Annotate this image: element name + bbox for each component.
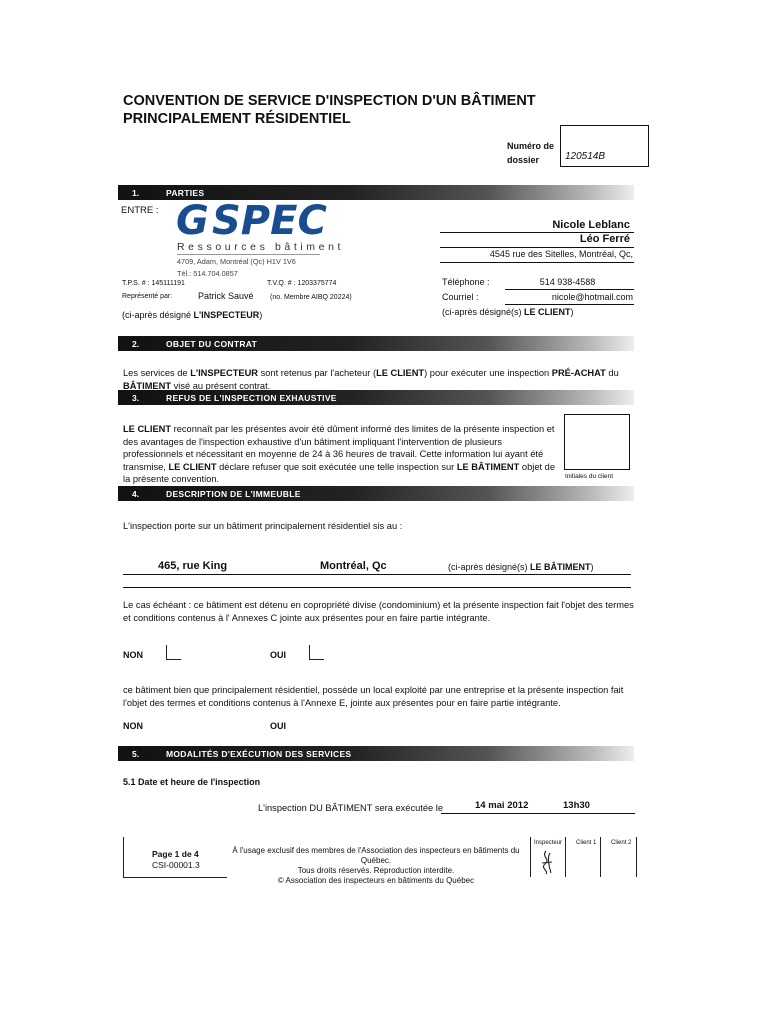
section-label: MODALITÉS D'EXÉCUTION DES SERVICES [166, 749, 352, 759]
local-non-label: NON [123, 721, 143, 731]
sig-client2-label: Client 2 [611, 840, 632, 846]
refus-paragraph [123, 423, 555, 486]
text: objet de la présente convention. [123, 461, 555, 484]
section-label: OBJET DU CONTRAT [166, 339, 258, 349]
copro-non-label: NON [123, 650, 143, 660]
membre-number: (no. Membre AIBQ 20224) [270, 294, 352, 301]
subsection-5-1: 5.1 Date et heure de l'inspection [123, 777, 261, 787]
designation-suffix: ) [259, 310, 263, 320]
section-3-header [118, 390, 634, 405]
text: reconnaît par les présentes avoir été dûment informé des limites de la présente inspection et des avantages de l'inspection exhaustive d'un bâtiment impliquant l'intervention de plusieurs professionnels et nécessitant en moyenne de 24 à 36 heures de travail. Cette information lui ayant été transmise, [123, 424, 555, 472]
text: Les services de [123, 368, 191, 378]
address-line-2 [123, 587, 631, 588]
title-line-2: PRINCIPALEMENT RÉSIDENTIEL [123, 111, 351, 127]
copro-paragraph: Le cas échéant : ce bâtiment est détenu en copropriété divise (condominium) et la présente inspection fait l'objet des termes et conditions contenus à l' Annexes C jointe aux présentes pour en faire partie intégrante. [123, 600, 634, 623]
page-title [123, 92, 643, 128]
inspector-designation [122, 310, 262, 320]
client-names [440, 218, 630, 232]
text: sont retenus par l'acheteur ( [258, 368, 377, 378]
local-paragraph: ce bâtiment bien que principalement résidentiel, possède un local exploité par une entreprise et la présente inspection fait l'objet des termes et conditions contenus à l'Annexe E, jointe aux présentes pour en faire partie intégrante. [123, 685, 624, 708]
client-email-line [505, 304, 634, 305]
inspector-initials-signature [537, 849, 557, 875]
title-line-1: CONVENTION DE SERVICE D'INSPECTION D'UN BÂTIMENT [123, 93, 536, 109]
designation-prefix: (ci-après désigné(s) [442, 307, 525, 317]
dossier-label [507, 139, 554, 167]
signature-box [530, 837, 637, 877]
logo-spec: SPEC [212, 198, 327, 244]
footer-notice [228, 846, 524, 886]
bold-text: LE CLIENT [168, 461, 217, 472]
designation-bold: LE CLIENT [524, 307, 571, 317]
tvq-number: T.V.Q. # : 1203375774 [267, 280, 337, 287]
text: visé au présent contrat. [171, 380, 271, 391]
sig-divider [565, 837, 566, 877]
designation-suffix: ) [570, 307, 574, 317]
building-designation [448, 562, 594, 572]
designation-prefix: (ci-après désigné(s) [448, 562, 531, 572]
section-number: 1. [132, 188, 140, 198]
inspector-name: Patrick Sauvé [198, 291, 254, 301]
inspection-date: 14 mai 2012 [475, 800, 529, 811]
initials-label: Initiales du client [565, 473, 614, 480]
client-tel-value: 514 938-4588 [539, 277, 596, 287]
section-number: 4. [132, 489, 140, 499]
designation-prefix: (ci-après désigné [122, 310, 194, 320]
sig-inspecteur-label: Inspecteur [534, 840, 563, 846]
notice-line-1: À l'usage exclusif des membres de l'Association des inspecteurs en bâtiments du Québec. [232, 846, 520, 865]
text: ) pour exécuter une inspection [424, 368, 552, 378]
form-code: CSI-00001.3 [152, 860, 200, 870]
section-2-header [118, 336, 634, 351]
dossier-box [560, 125, 649, 167]
page-number: Page 1 de 4 [152, 849, 199, 859]
bold-text: BÂTIMENT [123, 380, 172, 391]
client-tel-line [505, 289, 634, 290]
section-number: 5. [132, 749, 140, 759]
logo-underline [177, 254, 320, 255]
entre-label: ENTRE : [121, 205, 159, 216]
bold-text: LE CLIENT [123, 424, 172, 434]
objet-paragraph [123, 367, 633, 392]
copro-oui-checkbox[interactable] [309, 645, 324, 660]
tps-number: T.P.S. # : 145111191 [122, 280, 185, 287]
designation-bold: L'INSPECTEUR [193, 310, 260, 320]
gspec-logo [176, 200, 326, 245]
designation-suffix: ) [590, 562, 594, 572]
date-line [441, 813, 635, 814]
notice-line-3: © Association des inspecteurs en bâtiments du Québec [277, 876, 475, 885]
copro-oui-label: OUI [270, 650, 287, 660]
building-city: Montréal, Qc [320, 560, 387, 572]
bold-text: L'INSPECTEUR [190, 368, 258, 378]
client-name2-line [440, 247, 634, 248]
local-oui-label: OUI [270, 721, 287, 731]
logo-g: G [176, 198, 208, 244]
client-name-2: Léo Ferré [579, 233, 630, 245]
dossier-label-2: dossier [507, 155, 540, 165]
address-line [123, 574, 631, 575]
company-address: 4709, Adam, Montréal (Qc) H1V 1V6 [177, 257, 296, 266]
section-label: DESCRIPTION DE L'IMMEUBLE [166, 489, 301, 499]
immeuble-intro: L'inspection porte sur un bâtiment principalement résidentiel sis au : [123, 521, 403, 531]
dossier-number: 120514B [565, 151, 606, 162]
page-box [123, 837, 227, 878]
bold-text: PRÉ-ACHAT [551, 368, 606, 378]
logo-tagline: Ressources bâtiment [177, 241, 345, 253]
section-number: 3. [132, 393, 140, 403]
sig-client1-label: Client 1 [576, 840, 597, 846]
represente-label: Représenté par: [122, 293, 173, 300]
section-number: 2. [132, 339, 140, 349]
company-tel: Tél.: 514.704.0857 [177, 269, 238, 278]
sig-divider [600, 837, 601, 877]
client-email-value: nicole@hotmail.com [551, 292, 633, 302]
text: déclare refuser que soit exécutée une telle inspection sur [216, 461, 457, 472]
bold-text: LE CLIENT [376, 368, 425, 378]
inspection-sentence: L'inspection DU BÂTIMENT sera exécutée le [258, 803, 444, 813]
dossier-label-1: Numéro de [507, 141, 555, 151]
client-tel-label: Téléphone : [442, 277, 490, 287]
section-label: PARTIES [166, 188, 205, 198]
text: du [605, 368, 619, 378]
section-5-header [118, 746, 634, 761]
section-4-header [118, 486, 634, 501]
copro-non-checkbox[interactable] [166, 645, 181, 660]
client-designation [442, 307, 574, 317]
client-initials-box[interactable] [564, 414, 630, 470]
section-label: REFUS DE L'INSPECTION EXHAUSTIVE [166, 393, 337, 403]
inspection-time: 13h30 [563, 800, 590, 811]
client-address-line [440, 262, 634, 263]
notice-line-2: Tous droits réservés. Reproduction interdite. [297, 866, 455, 875]
client-email-label: Courriel : [442, 292, 479, 302]
client-address: 4545 rue des Sitelles, Montréal, Qc, [489, 249, 633, 259]
building-street: 465, rue King [158, 560, 228, 572]
designation-bold: LE BÂTIMENT [530, 562, 591, 572]
client-name-1: Nicole Leblanc [552, 219, 630, 231]
bold-text: LE BÂTIMENT [456, 461, 520, 472]
